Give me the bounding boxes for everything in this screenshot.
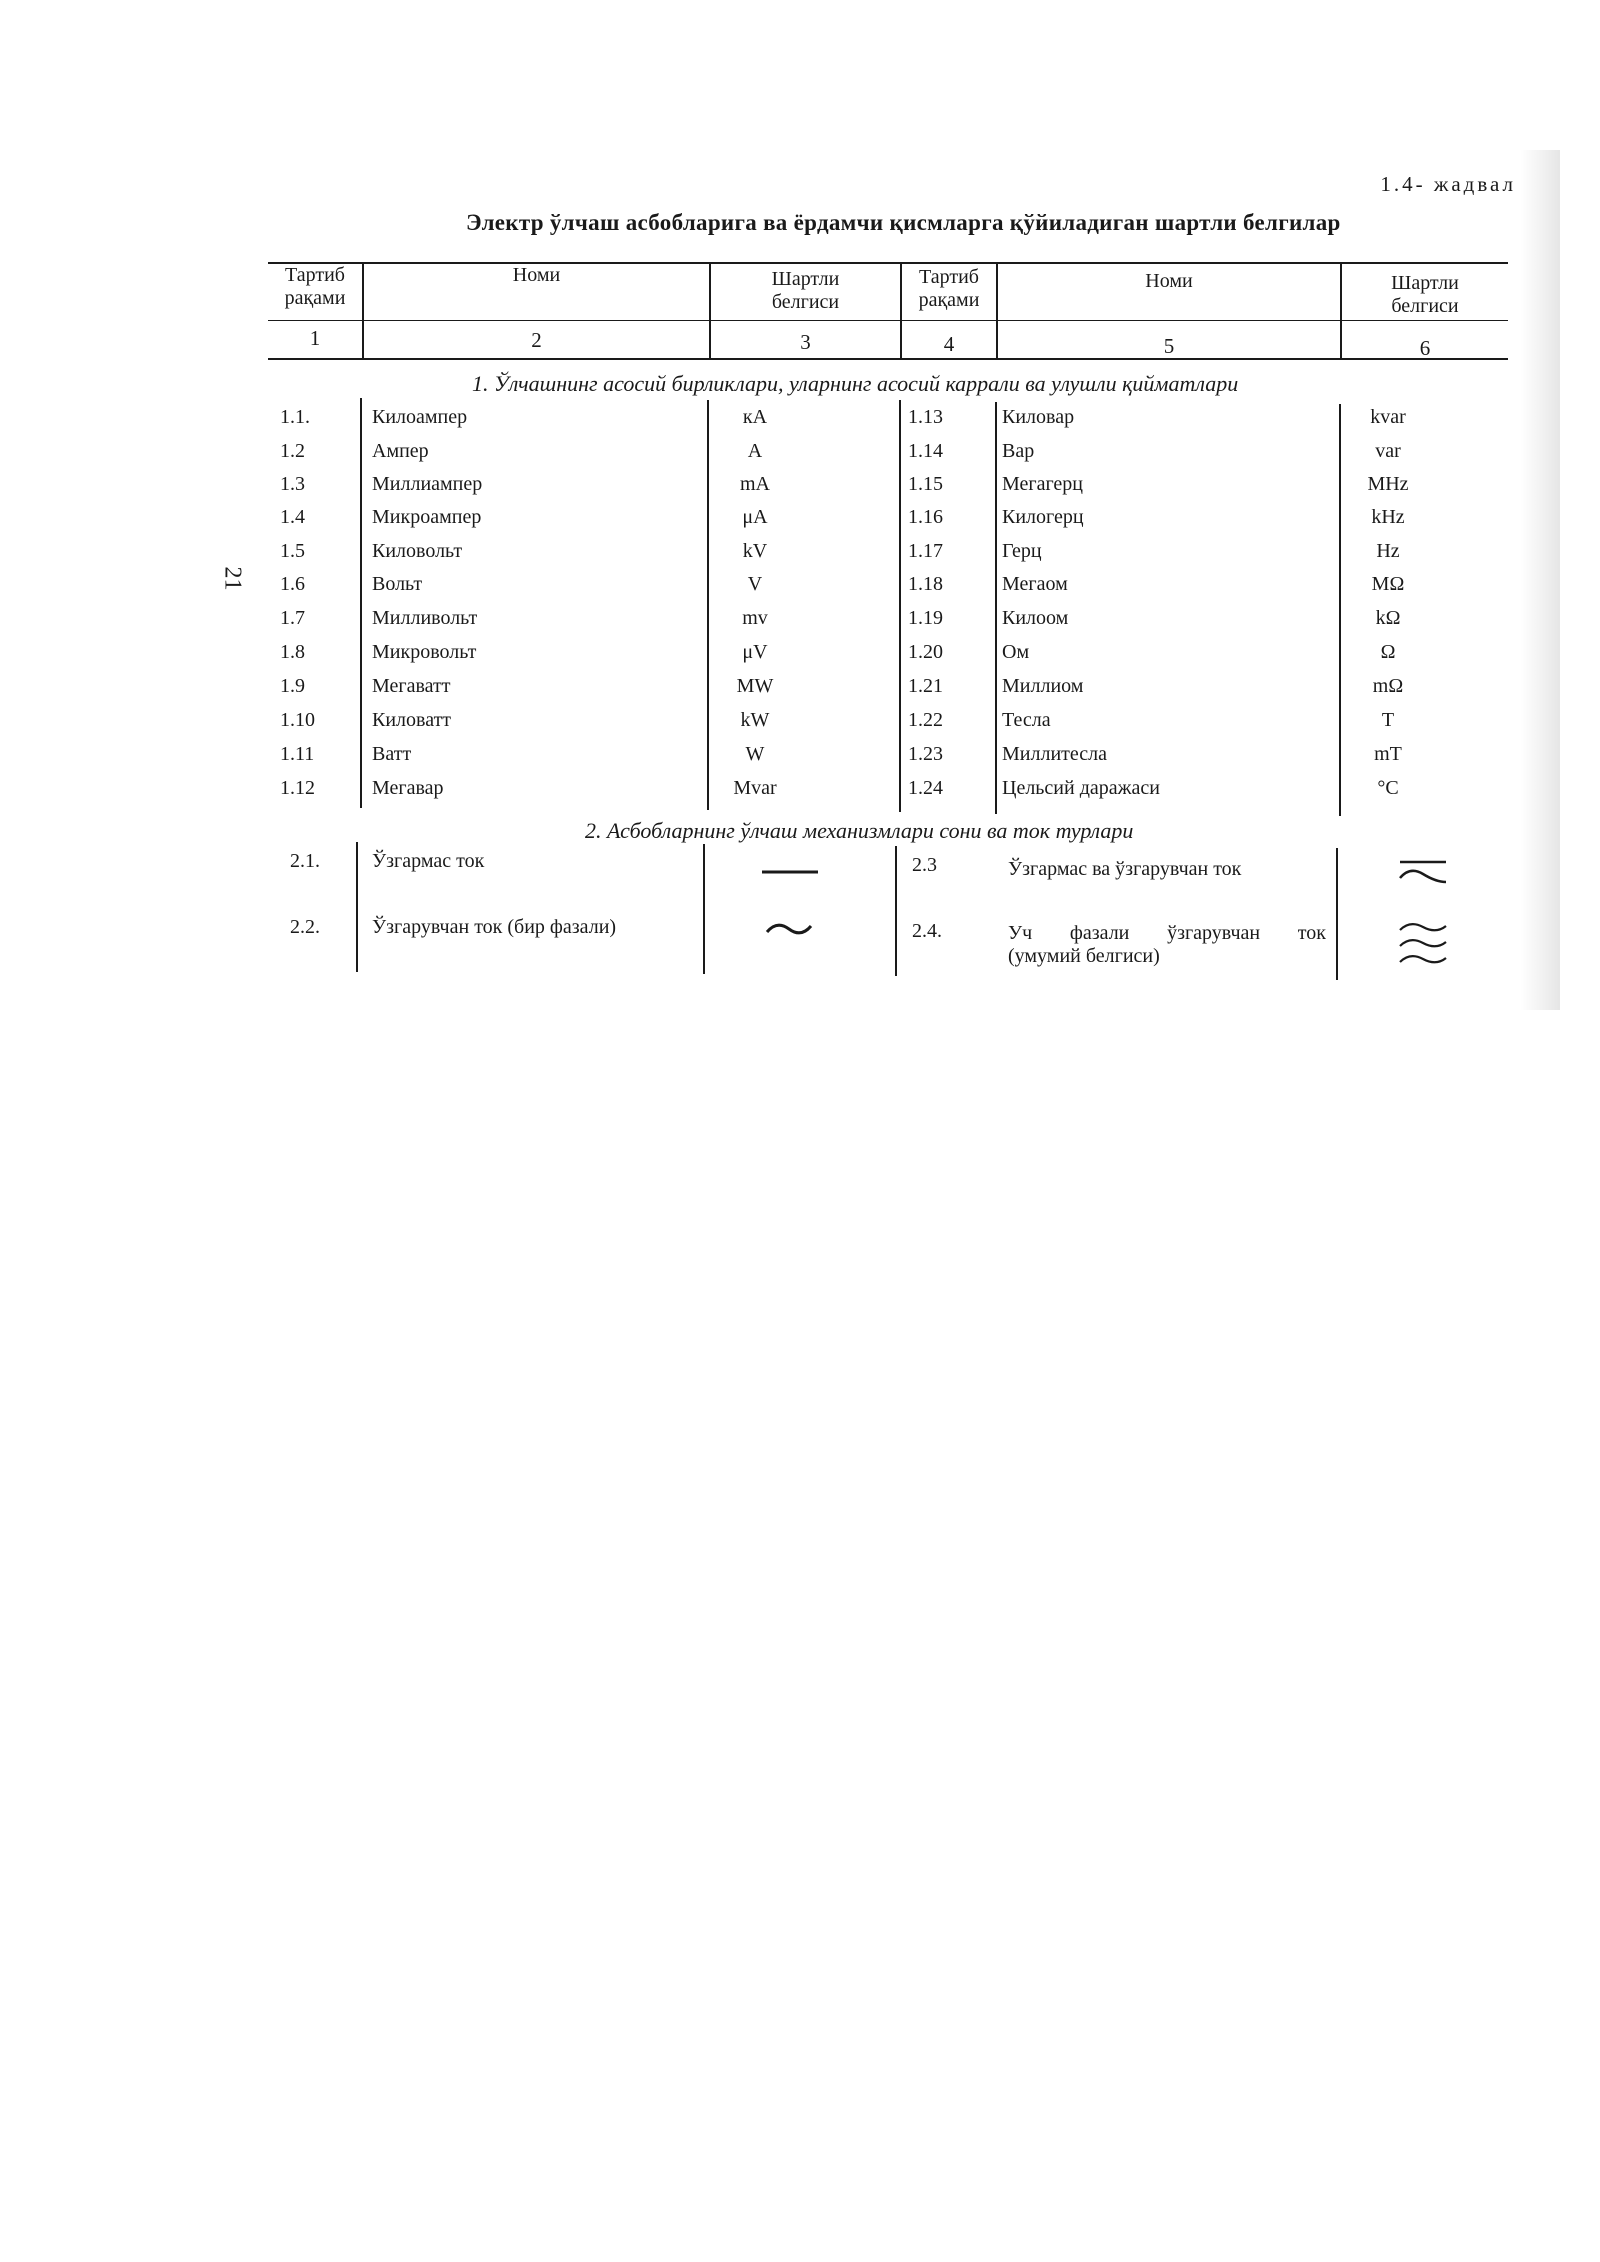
ac-wave-icon xyxy=(764,918,814,940)
table-row xyxy=(268,540,1508,573)
row-symbol: kHz xyxy=(1371,506,1405,528)
row-name: Киловольт xyxy=(372,540,463,562)
row-name: Мегавар xyxy=(372,777,444,799)
row-name: Мегаом xyxy=(1002,573,1068,595)
page-number: 21 xyxy=(219,566,246,591)
row-name: Герц xyxy=(1002,540,1042,562)
row-number: 1.18 xyxy=(908,573,943,595)
row-number: 1.1. xyxy=(280,406,310,428)
row-number: 1.2 xyxy=(280,440,305,462)
row-name: Килоампер xyxy=(372,406,468,428)
row-number: 1.21 xyxy=(908,675,943,697)
row-number: 1.3 xyxy=(280,473,305,495)
row-name: Мегагерц xyxy=(1002,473,1083,495)
row-symbol: mT xyxy=(1374,743,1402,765)
row-number: 1.20 xyxy=(908,641,943,663)
header-col5: Номи xyxy=(1145,270,1193,292)
row-symbol: V xyxy=(747,573,763,595)
section1-title: 1. Ўлчашнинг асосий бирликлари, уларнинг асосий каррали ва улушли қийматлари xyxy=(472,371,1239,396)
row-name: Киловатт xyxy=(372,709,452,731)
row-name-line: Уч фазали ўзгарувчан ток xyxy=(1008,922,1326,944)
row-number: 2.2. xyxy=(290,916,320,938)
header-col2: Номи xyxy=(512,264,561,286)
row-symbol: Mvar xyxy=(733,777,777,799)
header-col6: Шартли белгиси xyxy=(1391,272,1459,317)
row-symbol: Hz xyxy=(1376,540,1400,562)
table-row xyxy=(268,777,1508,810)
header-col3: Шартли белгиси xyxy=(771,268,840,313)
row-name: Ватт xyxy=(372,743,412,765)
row-number: 1.11 xyxy=(280,743,315,765)
row-name: Ўзгармас ва ўзгарувчан ток xyxy=(1008,858,1242,880)
row-symbol: A xyxy=(747,440,763,462)
row-symbol: MΩ xyxy=(1371,573,1405,595)
row-number: 1.23 xyxy=(908,743,943,765)
s2-vline-3 xyxy=(895,846,897,976)
row-symbol: W xyxy=(745,743,765,765)
row-symbol: μV xyxy=(742,641,768,663)
row-number: 1.24 xyxy=(908,777,943,799)
row-symbol: mΩ xyxy=(1372,675,1404,697)
row-number: 1.14 xyxy=(908,440,943,462)
row-number: 1.9 xyxy=(280,675,305,697)
row-name xyxy=(1008,922,1326,968)
table-row xyxy=(268,641,1508,674)
row-name: Вольт xyxy=(372,573,423,595)
table-title: Электр ўлчаш асбобларига ва ёрдамчи қисмларга қўйиладиган шартли белгилар xyxy=(466,210,1341,235)
colnum-5: 5 xyxy=(1163,334,1175,358)
row-name: Ампер xyxy=(372,440,429,462)
row-number: 1.19 xyxy=(908,607,943,629)
row-symbol: kΩ xyxy=(1375,607,1401,629)
row-number: 2.1. xyxy=(290,850,320,872)
table-row xyxy=(268,473,1508,506)
row-symbol: var xyxy=(1375,440,1401,462)
header-divider xyxy=(268,320,1508,321)
row-symbol: кA xyxy=(742,406,768,428)
row-number: 2.3 xyxy=(912,854,937,876)
row-name: Киловар xyxy=(1002,406,1075,428)
row-symbol: kvar xyxy=(1370,406,1406,428)
row-symbol: MW xyxy=(736,675,774,697)
row-name: Килогерц xyxy=(1002,506,1084,528)
row-number: 1.16 xyxy=(908,506,943,528)
row-name: Тесла xyxy=(1002,709,1051,731)
row-number: 1.7 xyxy=(280,607,305,629)
table-row xyxy=(268,440,1508,473)
row-name: Вар xyxy=(1002,440,1035,462)
row-name: Мегаватт xyxy=(372,675,451,697)
table-label: 1.4- жадвал xyxy=(1380,172,1516,196)
row-name: Ом xyxy=(1002,641,1030,663)
s2-vline-1 xyxy=(356,842,358,972)
table-row xyxy=(268,406,1508,439)
colnum-3: 3 xyxy=(800,330,811,354)
row-symbol: kV xyxy=(742,540,768,562)
row-symbol: kW xyxy=(740,709,770,731)
colnum-6: 6 xyxy=(1419,336,1431,360)
row-name: Микровольт xyxy=(372,641,477,663)
three-phase-wave-icon xyxy=(1396,918,1450,974)
row-number: 1.13 xyxy=(908,406,943,428)
row-number: 1.22 xyxy=(908,709,943,731)
row-number: 1.8 xyxy=(280,641,305,663)
row-number: 1.15 xyxy=(908,473,943,495)
row-name: Микроампер xyxy=(372,506,482,528)
row-symbol: μA xyxy=(742,506,768,528)
s2-vline-2 xyxy=(703,844,705,974)
row-symbol: Ω xyxy=(1380,641,1396,663)
row-number: 2.4. xyxy=(912,920,942,942)
colnum-2: 2 xyxy=(531,328,542,352)
header-col1: Тартиб рақами xyxy=(284,264,346,309)
row-number: 1.10 xyxy=(280,709,315,731)
section2-title: 2. Асбобларнинг ўлчаш механизмлари сони ва ток турлари xyxy=(585,818,1134,843)
row-name: Миллитесла xyxy=(1002,743,1107,765)
table-row xyxy=(268,573,1508,606)
row-symbol: T xyxy=(1381,709,1395,731)
table-row xyxy=(268,675,1508,708)
row-name: Миллиампер xyxy=(372,473,483,495)
row-name: Милливольт xyxy=(372,607,478,629)
row-symbol: mA xyxy=(740,473,770,495)
table-row xyxy=(268,607,1508,640)
colnum-1: 1 xyxy=(309,326,321,350)
row-name-line: (умумий белгиси) xyxy=(1008,945,1160,967)
header-col4: Тартиб рақами xyxy=(918,266,980,311)
row-name: Цельсий даражаси xyxy=(1002,777,1160,799)
row-name: Миллиом xyxy=(1002,675,1084,697)
table-row xyxy=(268,743,1508,776)
dc-line-icon xyxy=(760,866,820,878)
table-row xyxy=(268,506,1508,539)
row-number: 1.4 xyxy=(280,506,305,528)
row-number: 1.12 xyxy=(280,777,315,799)
ac-dc-icon xyxy=(1396,856,1450,888)
row-name: Килоом xyxy=(1002,607,1069,629)
colnum-4: 4 xyxy=(943,332,955,356)
row-symbol: MHz xyxy=(1367,473,1409,495)
row-number: 1.6 xyxy=(280,573,305,595)
scan-edge-shadow xyxy=(1520,150,1560,1010)
row-number: 1.5 xyxy=(280,540,305,562)
row-name: Ўзгарувчан ток (бир фазали) xyxy=(372,916,617,938)
row-number: 1.17 xyxy=(908,540,943,562)
row-symbol: mv xyxy=(742,607,768,629)
row-symbol: °C xyxy=(1377,777,1399,799)
row-name: Ўзгармас ток xyxy=(372,850,485,872)
table-row xyxy=(268,709,1508,742)
s2-vline-5 xyxy=(1336,848,1338,980)
